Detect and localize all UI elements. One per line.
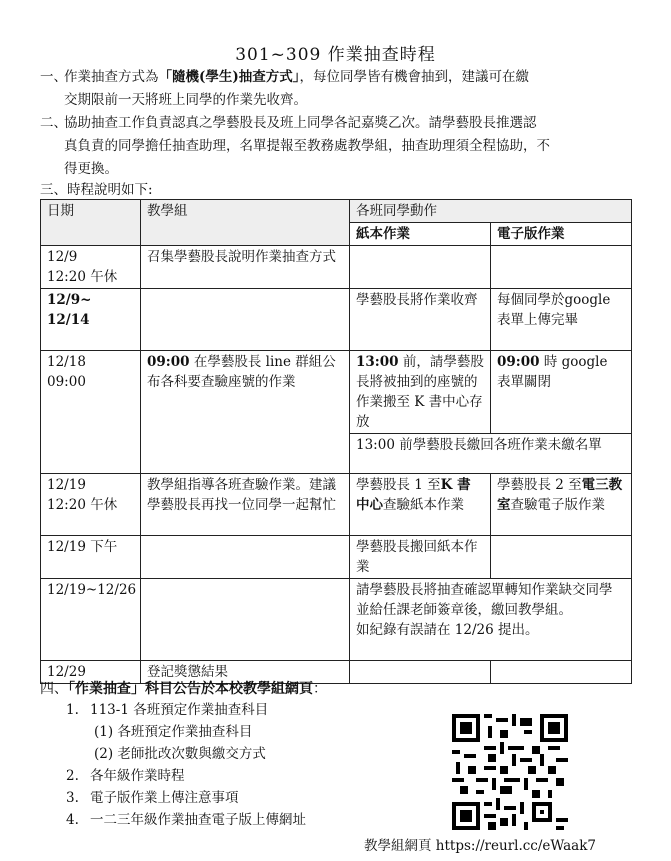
row-office — [141, 536, 350, 579]
row-date: 12/19 12:20 午休 — [41, 474, 141, 536]
list-item — [66, 809, 306, 831]
section-4-heading — [40, 678, 327, 698]
header-paper: 紙本作業 — [350, 223, 491, 246]
list-item-text: 各年級作業時程 — [90, 768, 185, 784]
row-date: 12/29 — [41, 661, 141, 684]
list-item — [66, 721, 306, 743]
row-digital: 每個同學於google 表單上傳完畢 — [491, 289, 632, 351]
section-4-suffix: ： — [313, 681, 327, 697]
section-4-bold: 「作業抽查」科目公告於本校教學組網頁 — [68, 681, 313, 697]
row-merged-action — [350, 579, 632, 661]
section-4-list — [66, 699, 306, 831]
page-title: 301~309 作業抽查時程 — [235, 45, 436, 65]
section-2-number: 二、 — [40, 115, 67, 131]
paper-text: 前，請學藝股長將被抽到的座號的作業搬至 K 書中心存放 — [356, 354, 484, 430]
row-office — [141, 351, 350, 474]
digital-post: 查驗電子版作業 — [510, 497, 605, 513]
list-item-text: 老師批改次數與繳交方式 — [117, 746, 266, 762]
section-2 — [40, 112, 640, 181]
digital-text: 時 google 表單關閉 — [497, 354, 608, 390]
table-row — [41, 351, 632, 434]
list-item-number: 4. — [66, 812, 79, 828]
merged-text-2: 如紀錄有誤請在 12/26 提出。 — [356, 622, 539, 638]
list-item-number: 2. — [66, 768, 79, 784]
table-row — [41, 246, 632, 289]
header-office: 教學組 — [141, 200, 350, 246]
row-date: 12/18 09:00 — [41, 351, 141, 474]
qr-code-label: 教學組網頁 https://reurl.cc/eWaak7 — [364, 838, 596, 854]
section-3: 三、時程說明如下: — [40, 182, 153, 198]
table-row — [41, 289, 632, 351]
row-paper — [350, 246, 491, 289]
row-digital — [491, 536, 632, 579]
list-item-number: (2) — [94, 746, 114, 762]
row-merged-action: 13:00 前學藝股長繳回各班作業未繳名單 — [350, 434, 632, 474]
section-1-text-end: ，每位同學皆有機會抽到，建議可在繳 — [299, 69, 530, 85]
list-item-text: 113-1 各班預定作業抽查科目 — [90, 702, 269, 718]
header-date: 日期 — [41, 200, 141, 246]
row-office: 登記獎懲結果 — [141, 661, 350, 684]
section-1-line-1 — [64, 66, 640, 89]
row-office — [141, 289, 350, 351]
row-office: 教學組指導各班查驗作業。建議學藝股長再找一位同學一起幫忙 — [141, 474, 350, 536]
section-2-line-1: 協助抽查工作負責認真之學藝股長及班上同學各記嘉獎乙次。請學藝股長推選認 — [64, 115, 537, 131]
paper-pre: 學藝股長 1 至 — [356, 477, 441, 493]
row-office: 召集學藝股長說明作業抽查方式 — [141, 246, 350, 289]
section-2-line-2: 真負責的同學擔任抽查助理，名單提報至教務處教學組，抽查助理須全程協助，不 — [64, 138, 550, 154]
section-2-line-3: 得更換。 — [64, 161, 118, 177]
office-text: 在學藝股長 line 群組公布各科要查驗座號的作業 — [147, 354, 336, 390]
row-office — [141, 579, 350, 661]
row-date: 12/19~12/26 — [41, 579, 141, 661]
table-row — [41, 474, 632, 536]
paper-post: 查驗紙本作業 — [383, 497, 464, 513]
section-1 — [40, 66, 640, 112]
header-digital: 電子版作業 — [491, 223, 632, 246]
list-item-number: 1. — [66, 702, 79, 718]
list-item-text: 各班預定作業抽查科目 — [117, 724, 253, 740]
row-digital — [491, 246, 632, 289]
row-paper — [350, 351, 491, 434]
row-date: 12/9~ 12/14 — [41, 289, 141, 351]
row-paper — [350, 474, 491, 536]
qr-code-icon[interactable] — [452, 714, 568, 830]
row-date: 12/9 12:20 午休 — [41, 246, 141, 289]
row-paper: 學藝股長將作業收齊 — [350, 289, 491, 351]
list-item-text: 一二三年級作業抽查電子版上傳網址 — [90, 812, 306, 828]
header-class-action: 各班同學動作 — [350, 200, 632, 223]
section-4-number: 四、 — [40, 681, 68, 697]
list-item — [66, 787, 306, 809]
row-paper: 學藝股長搬回紙本作業 — [350, 536, 491, 579]
schedule-table — [40, 199, 632, 684]
list-item — [66, 743, 306, 765]
list-item — [66, 765, 306, 787]
merged-text-1: 請學藝股長將抽查確認單轉知作業缺交同學並給任課老師簽章後，繳回教學組。 — [356, 582, 613, 618]
table-header-row — [41, 200, 632, 223]
list-item-number: 3. — [66, 790, 79, 806]
table-row — [41, 536, 632, 579]
row-digital — [491, 351, 632, 434]
section-1-text: 作業抽查方式為 — [64, 69, 159, 85]
digital-pre: 學藝股長 2 至 — [497, 477, 582, 493]
digital-location: 電三教室 — [497, 477, 623, 513]
table-row — [41, 579, 632, 661]
paper-location: K 書中心 — [356, 477, 471, 513]
digital-time: 09:00 — [497, 354, 540, 370]
section-1-number: 一、 — [40, 69, 67, 85]
section-1-line-2: 交期限前一天將班上同學的作業先收齊。 — [64, 92, 307, 108]
random-check-method: 「隨機(學生)抽查方式」 — [158, 69, 300, 85]
row-digital — [491, 474, 632, 536]
list-item-number: (1) — [94, 724, 114, 740]
office-time: 09:00 — [147, 354, 190, 370]
row-date: 12/19 下午 — [41, 536, 141, 579]
paper-time: 13:00 — [356, 354, 399, 370]
row-paper — [350, 661, 491, 684]
list-item — [66, 699, 306, 721]
list-item-text: 電子版作業上傳注意事項 — [90, 790, 239, 806]
row-digital — [491, 661, 632, 684]
